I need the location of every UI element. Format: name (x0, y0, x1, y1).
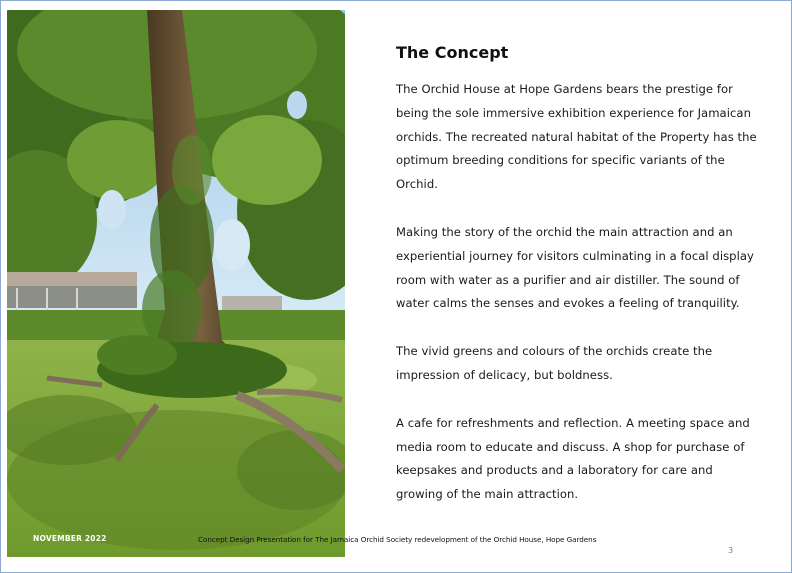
page-number: 3 (728, 546, 734, 555)
text-line: keepsakes and products and a laboratory for care and (396, 463, 713, 478)
concept-text (396, 41, 768, 531)
text-line: Orchid. (396, 177, 438, 192)
footer-caption: Concept Design Presentation for The Jamaica Orchid Society redevelopment of the Orchid House, Hope Gardens (198, 535, 597, 544)
text-line: A cafe for refreshments and reflection. A meeting space and (396, 415, 750, 430)
text-line: growing of the main attraction. (396, 487, 579, 502)
paragraph-cafe (396, 412, 768, 507)
paragraph-vivid-greens (396, 340, 768, 388)
paragraph-main-attraction (396, 221, 768, 316)
text-line: Making the story of the orchid the main attraction and an (396, 224, 733, 239)
text-line: water calms the senses and evokes a feeling of tranquility. (396, 296, 740, 311)
text-line: The Orchid House at Hope Gardens bears the prestige for (396, 82, 733, 96)
text-line: orchids. The recreated natural habitat of the Property has the (396, 129, 757, 144)
text-line: media room to educate and discuss. A shop for purchase of (396, 439, 745, 454)
text-line: The vivid greens and colours of the orchids create the (396, 344, 713, 359)
footer-date: NOVEMBER 2022 (33, 534, 107, 543)
text-line: impression of delicacy, but boldness. (396, 367, 613, 382)
paragraph-orchid-house (396, 78, 768, 197)
slide-title: The Concept (396, 43, 509, 62)
tree-photo (7, 10, 345, 557)
text-line: experiential journey for visitors culminating in a focal display (396, 248, 754, 263)
text-line: optimum breeding conditions for specific variants of the (396, 153, 725, 168)
text-line: room with water as a purifier and air distiller. The sound of (396, 272, 740, 287)
text-line: being the sole immersive exhibition experience for Jamaican (396, 105, 751, 120)
